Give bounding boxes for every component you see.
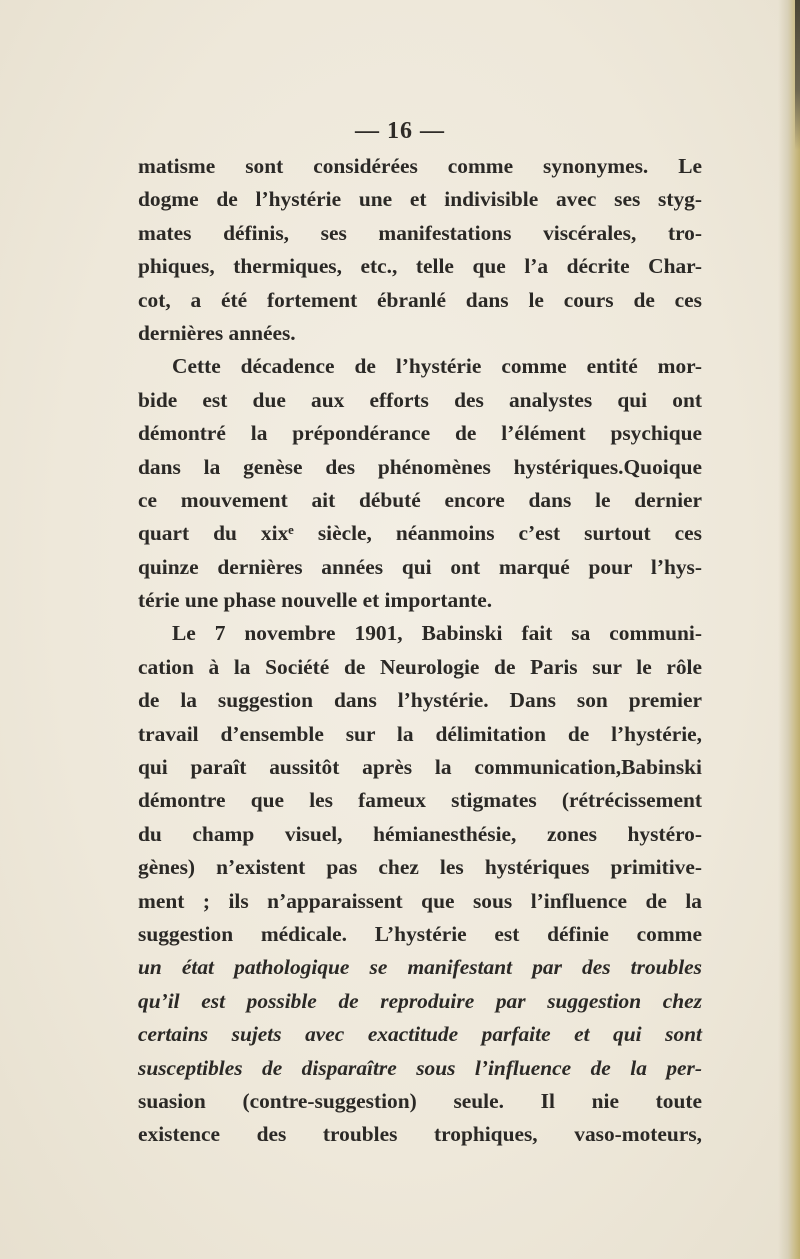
text-line: cation à la Société de Neurologie de Paris sur le rôle: [138, 654, 702, 679]
text-line: suggestion médicale. L’hystérie est définie comme: [138, 921, 702, 946]
text-line: du champ visuel, hémianesthésie, zones hystéro-: [138, 821, 702, 846]
text-line: existence des troubles trophiques, vaso-moteurs,: [138, 1122, 702, 1147]
paragraph-start-line: Le 7 novembre 1901, Babinski fait sa communi-: [172, 621, 702, 646]
text-line: qui paraît aussitôt après la communication,Babinski: [138, 755, 702, 780]
text-line: gènes) n’existent pas chez les hystériques primitive-: [138, 855, 702, 880]
italic-definition-line: susceptibles de disparaître sous l’influence de la per-: [138, 1055, 702, 1080]
paragraph-start-line: Cette décadence de l’hystérie comme entité mor-: [172, 354, 702, 379]
text-line: quinze dernières années qui ont marqué pour l’hys-: [138, 554, 702, 579]
text-line: ce mouvement ait débuté encore dans le dernier: [138, 487, 702, 512]
italic-definition-line: qu’il est possible de reproduire par suggestion chez: [138, 988, 702, 1013]
text-line: ment ; ils n’apparaissent que sous l’influence de la: [138, 888, 702, 913]
text-line: dogme de l’hystérie une et indivisible avec ses styg-: [138, 187, 702, 212]
text-line: cot, a été fortement ébranlé dans le cours de ces: [138, 287, 702, 312]
page-number: — 16 —: [355, 118, 445, 144]
text-line: dans la genèse des phénomènes hystériques.Quoique: [138, 454, 702, 479]
text-line-mixed: suasion (contre-suggestion) seule. Il nie toute: [138, 1088, 702, 1113]
text-line: bide est due aux efforts des analystes qui ont: [138, 387, 702, 412]
text-line: quart du xixᵉ siècle, néanmoins c’est surtout ces: [138, 521, 702, 546]
text-line: matisme sont considérées comme synonymes. Le: [138, 154, 702, 178]
text-line: de la suggestion dans l’hystérie. Dans son premier: [138, 688, 702, 713]
text-line: démontre que les fameux stigmates (rétrécissement: [138, 788, 702, 813]
text-line: phiques, thermiques, etc., telle que l’a décrite Char-: [138, 254, 702, 279]
body-text: [138, 150, 702, 1152]
text-line: démontré la prépondérance de l’élément psychique: [138, 421, 702, 446]
text-line: térie une phase nouvelle et importante.: [138, 588, 493, 613]
italic-definition-line: un état pathologique se manifestant par des troubles: [138, 955, 702, 980]
text-line: dernières années.: [138, 320, 296, 345]
text-line: mates définis, ses manifestations viscérales, tro-: [138, 220, 702, 245]
page-edge-shadow: [778, 0, 800, 1259]
text-line: travail d’ensemble sur la délimitation de l’hystérie,: [138, 721, 702, 746]
italic-definition-line: certains sujets avec exactitude parfaite et qui sont: [138, 1022, 702, 1047]
